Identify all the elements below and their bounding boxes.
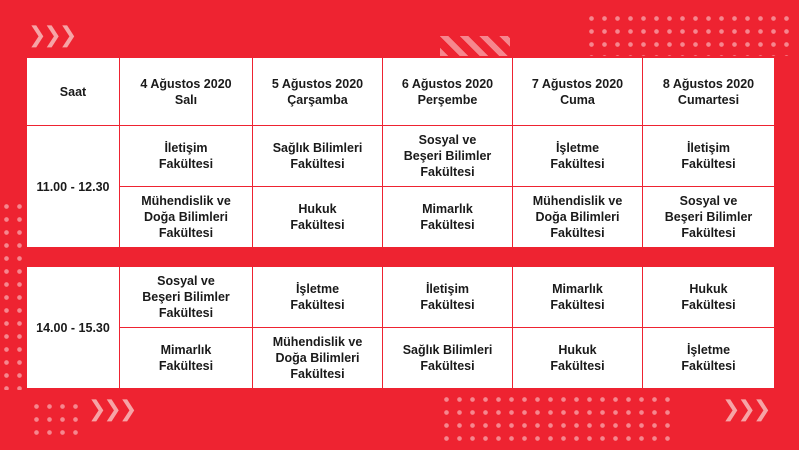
faculty-cell: İletişim Fakültesi (120, 126, 253, 187)
dot-pattern (0, 200, 26, 390)
header-row (27, 58, 775, 126)
time-slot: 14.00 - 15.30 (27, 267, 120, 389)
faculty-cell: Hukuk Fakültesi (513, 328, 643, 389)
stripe-pattern (440, 36, 510, 56)
day-header: 7 Ağustos 2020 Cuma (513, 58, 643, 126)
faculty-cell: İletişim Fakültesi (383, 267, 513, 328)
faculty-cell: Mühendislik ve Doğa Bilimleri Fakültesi (120, 187, 253, 248)
faculty-cell: Mühendislik ve Doğa Bilimleri Fakültesi (253, 328, 383, 389)
chevron-icon: ❯❯❯ (28, 22, 75, 47)
day-header: 5 Ağustos 2020 Çarşamba (253, 58, 383, 126)
day-header: 8 Ağustos 2020 Cumartesi (643, 58, 775, 126)
table-row (27, 126, 775, 187)
dot-pattern (440, 393, 670, 445)
saat-header: Saat (27, 58, 120, 126)
faculty-cell: İşletme Fakültesi (253, 267, 383, 328)
schedule-table (26, 57, 775, 389)
faculty-cell: İşletme Fakültesi (643, 328, 775, 389)
time-slot: 11.00 - 12.30 (27, 126, 120, 248)
faculty-cell: Hukuk Fakültesi (253, 187, 383, 248)
row-separator (27, 248, 775, 267)
faculty-cell: Mühendislik ve Doğa Bilimleri Fakültesi (513, 187, 643, 248)
faculty-cell: Sosyal ve Beşeri Bilimler Fakültesi (383, 126, 513, 187)
day-header: 4 Ağustos 2020 Salı (120, 58, 253, 126)
faculty-cell: Hukuk Fakültesi (643, 267, 775, 328)
chevron-icon: ❯❯❯ (88, 396, 135, 421)
separator-band (27, 248, 775, 267)
faculty-cell: İşletme Fakültesi (513, 126, 643, 187)
dot-pattern (30, 400, 82, 440)
faculty-cell: Sosyal ve Beşeri Bilimler Fakültesi (643, 187, 775, 248)
table-row (27, 267, 775, 328)
faculty-cell: Mimarlık Fakültesi (513, 267, 643, 328)
table-row (27, 187, 775, 248)
day-header: 6 Ağustos 2020 Perşembe (383, 58, 513, 126)
dot-pattern (585, 12, 795, 56)
chevron-icon: ❯❯❯ (722, 396, 769, 421)
table-row (27, 328, 775, 389)
faculty-cell: Mimarlık Fakültesi (383, 187, 513, 248)
faculty-cell: Sağlık Bilimleri Fakültesi (383, 328, 513, 389)
faculty-cell: İletişim Fakültesi (643, 126, 775, 187)
faculty-cell: Sosyal ve Beşeri Bilimler Fakültesi (120, 267, 253, 328)
faculty-cell: Mimarlık Fakültesi (120, 328, 253, 389)
faculty-cell: Sağlık Bilimleri Fakültesi (253, 126, 383, 187)
